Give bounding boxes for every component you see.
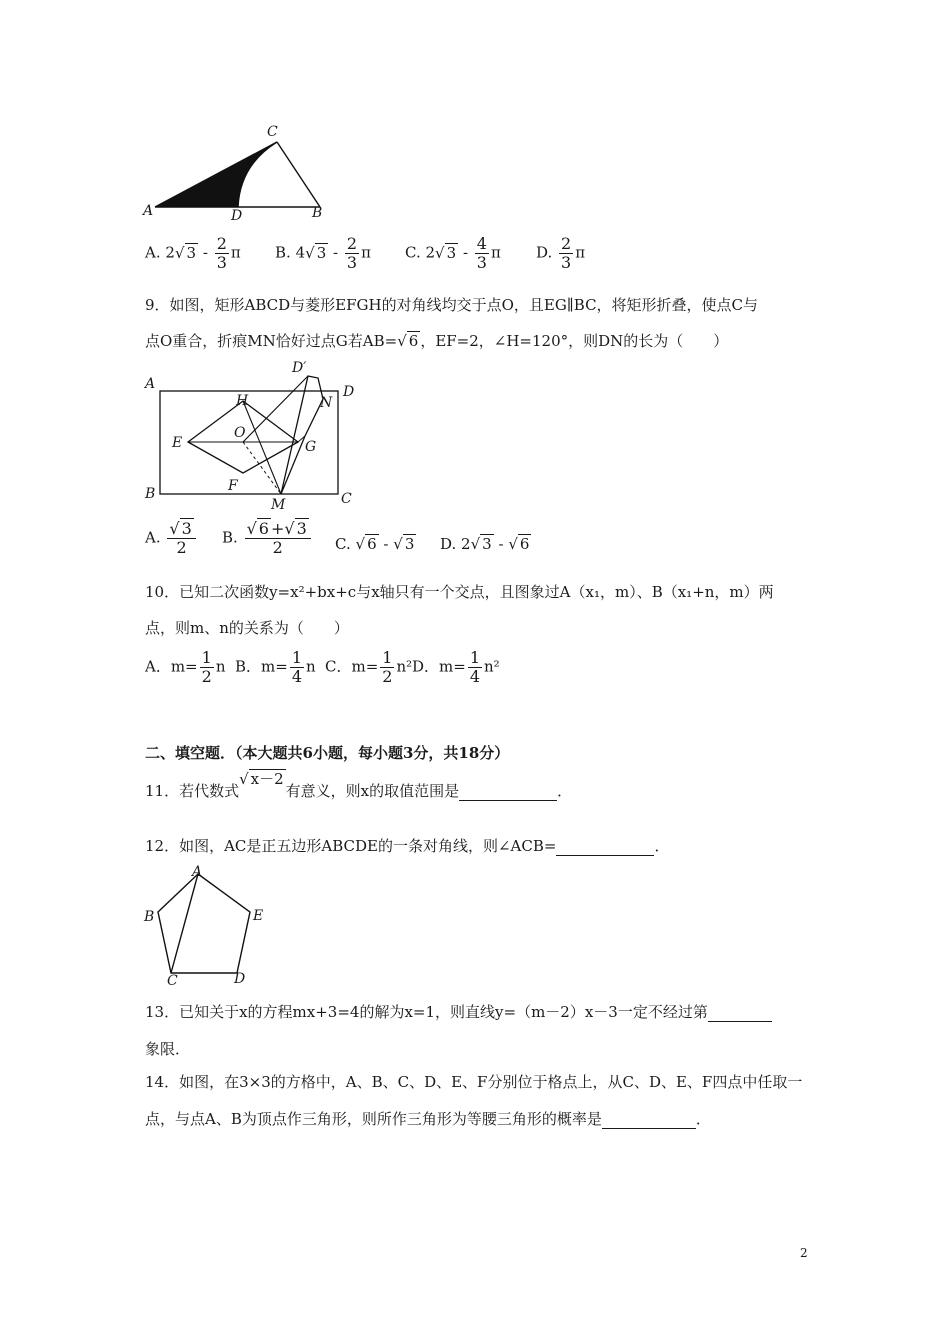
fig9-label-e: E xyxy=(172,435,183,451)
fig12-label-e: E xyxy=(253,908,264,924)
q9-line1: 9．如图，矩形ABCD与菱形EFGH的对角线均交于点O，且EG∥BC，将矩形折叠，使点C与 xyxy=(145,296,759,314)
fig9-label-h: H xyxy=(236,393,249,409)
page-number: 2 xyxy=(800,1246,808,1260)
fig9-label-f: F xyxy=(228,478,238,494)
q11-answer-blank[interactable] xyxy=(459,782,557,801)
q10-line1: 10．已知二次函数y=x²+bx+c与x轴只有一个交点，且图象过A（x₁，m）、B（x₁+n，m）两 xyxy=(145,583,774,601)
fig12-label-c: C xyxy=(167,973,178,988)
fig8-label-b: B xyxy=(312,205,323,221)
fig9-label-a: A xyxy=(145,376,156,392)
fig9-label-dp: D′ xyxy=(292,360,307,376)
q10-option-c: C．m= $\frac{1}{2}$ n² xyxy=(325,648,413,686)
q14-line2: 点，与点A、B为顶点作三角形，则所作三角形为等腰三角形的概率是 ． xyxy=(145,1110,711,1128)
fig8-label-c: C xyxy=(267,124,278,140)
fig12-label-a: A xyxy=(192,864,203,880)
fig9-label-b: B xyxy=(145,486,156,502)
q8-option-d: D. $\frac{2}{3}$ π xyxy=(536,234,586,272)
q10-option-d: D．m= $\frac{1}{4}$ n² xyxy=(412,648,500,686)
fig9-label-m: M xyxy=(271,497,286,513)
q14-line1: 14．如图，在3×3的方格中，A、B、C、D、E、F分别位于格点上，从C、D、E、F四点中任取一 xyxy=(145,1073,803,1091)
q9-option-b: B. $\frac{√ 6 +√ 3}{2}$ xyxy=(222,520,313,557)
q13-line2: 象限． xyxy=(145,1040,191,1058)
section-heading: 二、填空题．（本大题共6小题，每小题3分，共18分） xyxy=(145,744,510,762)
q14-answer-blank[interactable] xyxy=(602,1110,696,1129)
fig9-label-o: O xyxy=(234,425,246,441)
fig9-label-d: D xyxy=(343,384,355,400)
figure-q9 xyxy=(140,358,365,513)
fig8-label-d: D xyxy=(231,208,243,224)
q12-answer-blank[interactable] xyxy=(556,837,654,856)
fig12-label-d: D xyxy=(234,971,246,987)
fig8-label-a: A xyxy=(143,203,154,219)
q13-line1: 13．已知关于x的方程mx+3=4的解为x=1，则直线y=（m－2）x－3一定不经过第 xyxy=(145,1001,772,1022)
q8-option-b: B. 4√ 3 - $\frac{2}{3}$ π xyxy=(275,234,371,272)
q10-line2: 点，则m、n的关系为（ ） xyxy=(145,619,349,637)
q8-option-c: C. 2√ 3 - $\frac{4}{3}$ π xyxy=(405,234,501,272)
q10-option-a: A．m= $\frac{1}{2}$ n xyxy=(145,648,226,686)
q9-option-a: A. $\frac{√ 3}{2}$ xyxy=(145,520,198,557)
q9-line2: 点O重合，折痕MN恰好过点G若AB=√ 6 ，EF=2，∠H=120°，则DN的长为（ ） xyxy=(145,332,729,350)
fig12-label-b: B xyxy=(144,909,155,925)
q10-option-b: B．m= $\frac{1}{4}$ n xyxy=(235,648,316,686)
fig9-label-c: C xyxy=(341,491,352,507)
q9-option-c: C. √ 6 - √ 3 xyxy=(335,535,415,553)
q13-answer-blank[interactable] xyxy=(708,1003,772,1022)
q12-line: 12．如图，AC是正五边形ABCDE的一条对角线，则∠ACB= ． xyxy=(145,837,670,855)
q11-line: 11．若代数式√ x－2有意义，则x的取值范围是 ． xyxy=(145,770,573,800)
q8-option-a: A. 2√ 3 - $\frac{2}{3}$ π xyxy=(145,234,241,272)
fig9-label-g: G xyxy=(305,439,317,455)
figure-q12 xyxy=(140,862,270,988)
figure-q8 xyxy=(140,120,340,225)
q9-option-d: D. 2√ 3 - √ 6 xyxy=(440,535,530,553)
fig9-label-n: N xyxy=(320,395,333,411)
